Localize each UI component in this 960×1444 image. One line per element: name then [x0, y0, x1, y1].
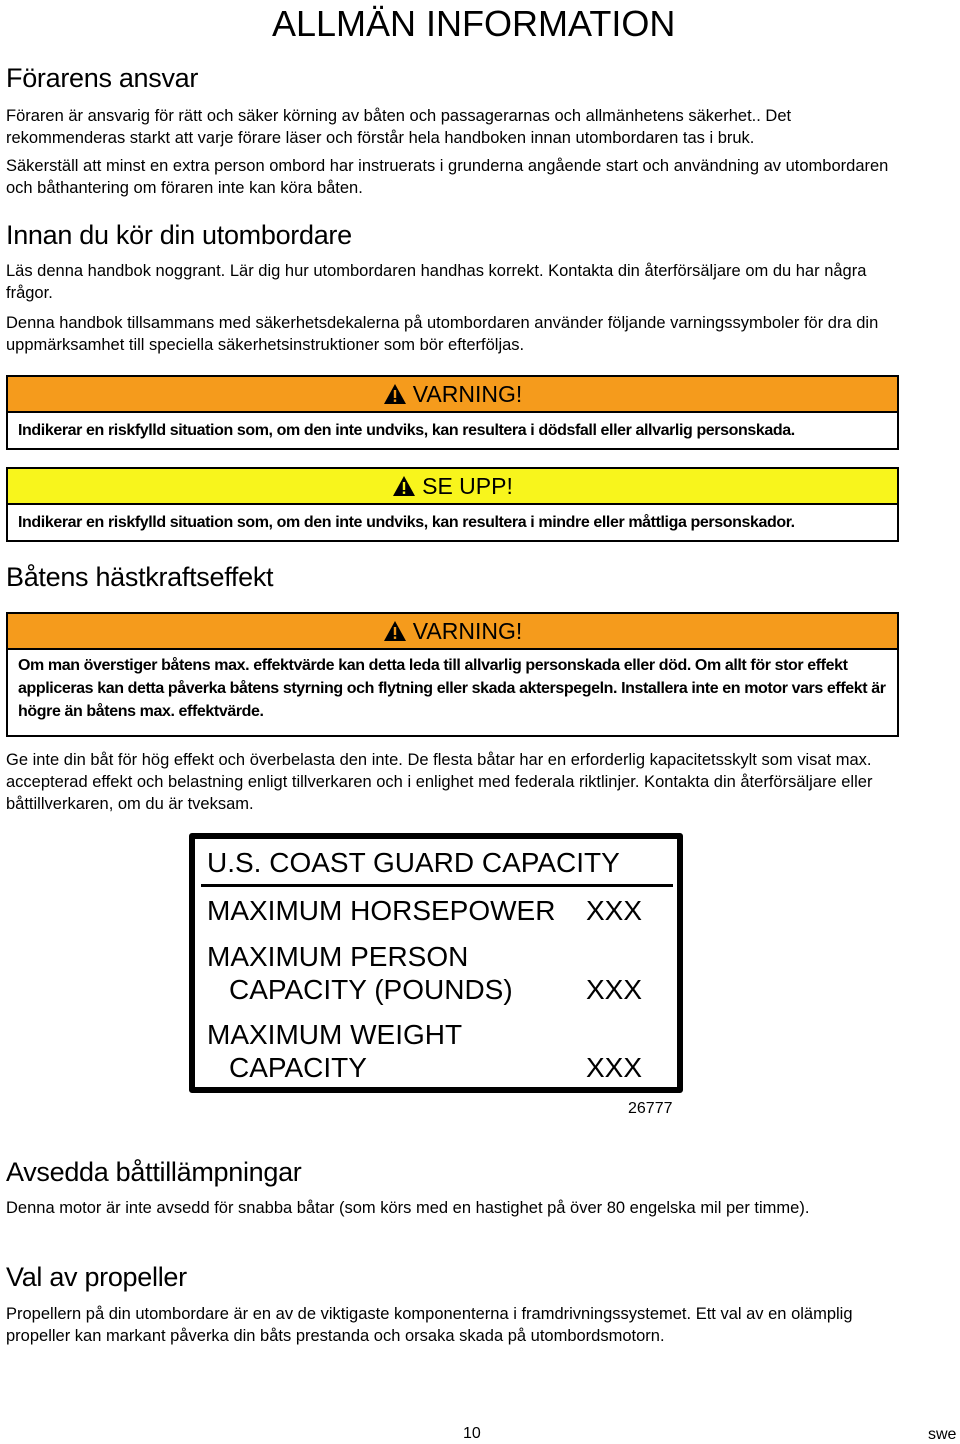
paragraph-avsedda: Denna motor är inte avsedd för snabba båtar (som körs med en hastighet på över 80 engelska mil per timme). — [6, 1199, 810, 1217]
section-title-avsedda: Avsedda båttillämpningar — [6, 1157, 302, 1187]
warning-triangle-icon — [392, 475, 416, 497]
plate-hp-value: XXX — [586, 895, 643, 926]
warning-text: Om man överstiger båtens max. effektvärde kan detta leda till allvarlig personskada eller död. Om allt för stor effekt appliceras kan detta påverka båtens styrning och flytning eller skada akterspegeln. Installera inte en motor vars effekt är högre än båtens max. effektvärde. — [18, 657, 886, 720]
paragraph-forarens-ansvar-2: Säkerställ att minst en extra person ombord har instruerats i grunderna angående start och användning av utombordaren och båthantering om föraren inte kan köra båten. — [6, 157, 889, 197]
caution-label: SE UPP! — [422, 472, 513, 499]
warning-label: VARNING! — [412, 617, 523, 644]
warning-triangle-icon — [383, 620, 407, 642]
section-title-hastkraft: Båtens hästkraftseffekt — [6, 562, 274, 592]
page-header: ALLMÄN INFORMATION — [272, 3, 676, 44]
plate-weight-label-1: MAXIMUM WEIGHT — [207, 1019, 463, 1050]
language-code: swe — [928, 1426, 957, 1443]
paragraph-propeller: Propellern på din utombordare är en av de viktigaste komponenterna i framdrivningssystemet. Ett val av en olämplig propeller kan markant påverka din båts prestanda och orsaka skada på utombordsmotorn. — [6, 1305, 853, 1345]
warning-box-horsepower — [6, 612, 899, 737]
paragraph-innan-2: Denna handbok tillsammans med säkerhetsdekalerna på utombordaren använder följande varningssymboler för dra din uppmärksamhet till speciella säkerhetsinstruktioner som bör efterföljas. — [6, 314, 879, 354]
plate-hp-label: MAXIMUM HORSEPOWER — [207, 895, 556, 926]
section-title-innan: Innan du kör din utombordare — [6, 220, 352, 250]
plate-person-label-1: MAXIMUM PERSON — [207, 941, 469, 972]
caution-box — [6, 467, 899, 542]
plate-person-label-2: CAPACITY (POUNDS) — [229, 974, 513, 1005]
warning-label: VARNING! — [412, 380, 523, 407]
figure-number: 26777 — [628, 1100, 673, 1117]
section-title-propeller: Val av propeller — [6, 1262, 187, 1292]
plate-person-value: XXX — [586, 974, 643, 1005]
warning-triangle-icon — [383, 383, 407, 405]
section-title-forarens-ansvar: Förarens ansvar — [6, 63, 199, 93]
warning-band — [8, 614, 897, 650]
caution-text: Indikerar en riskfylld situation som, om den inte undviks, kan resultera i mindre eller måttliga personskador. — [18, 514, 795, 531]
warning-band — [8, 377, 897, 413]
capacity-plate — [189, 833, 683, 1093]
paragraph-forarens-ansvar-1: Föraren är ansvarig för rätt och säker körning av båten och passagerarnas och allmänhetens säkerhet.. Det rekommenderas starkt att varje förare läser och förstår hela handboken innan utombordaren tas i bruk. — [6, 107, 792, 147]
plate-title: U.S. COAST GUARD CAPACITY — [207, 847, 620, 878]
warning-box-danger — [6, 375, 899, 450]
paragraph-innan-1: Läs denna handbok noggrant. Lär dig hur utombordaren handhas korrekt. Kontakta din återförsäljare om du har några frågor. — [6, 262, 867, 302]
warning-text: Indikerar en riskfylld situation som, om den inte undviks, kan resultera i dödsfall eller allvarlig personskada. — [18, 422, 795, 439]
page-number: 10 — [463, 1425, 481, 1442]
plate-weight-label-2: CAPACITY — [229, 1052, 367, 1083]
plate-divider — [201, 884, 673, 887]
paragraph-hastkraft: Ge inte din båt för hög effekt och överbelasta den inte. De flesta båtar har en erforderlig kapacitetsskylt som visat max. accepterad effekt och belastning enligt tillverkaren och i enlighet med federala riktlinjer. Kontakta din återförsäljare eller båttillverkaren, om du är tveksam. — [6, 751, 873, 813]
plate-weight-value: XXX — [586, 1052, 643, 1083]
caution-band — [8, 469, 897, 505]
